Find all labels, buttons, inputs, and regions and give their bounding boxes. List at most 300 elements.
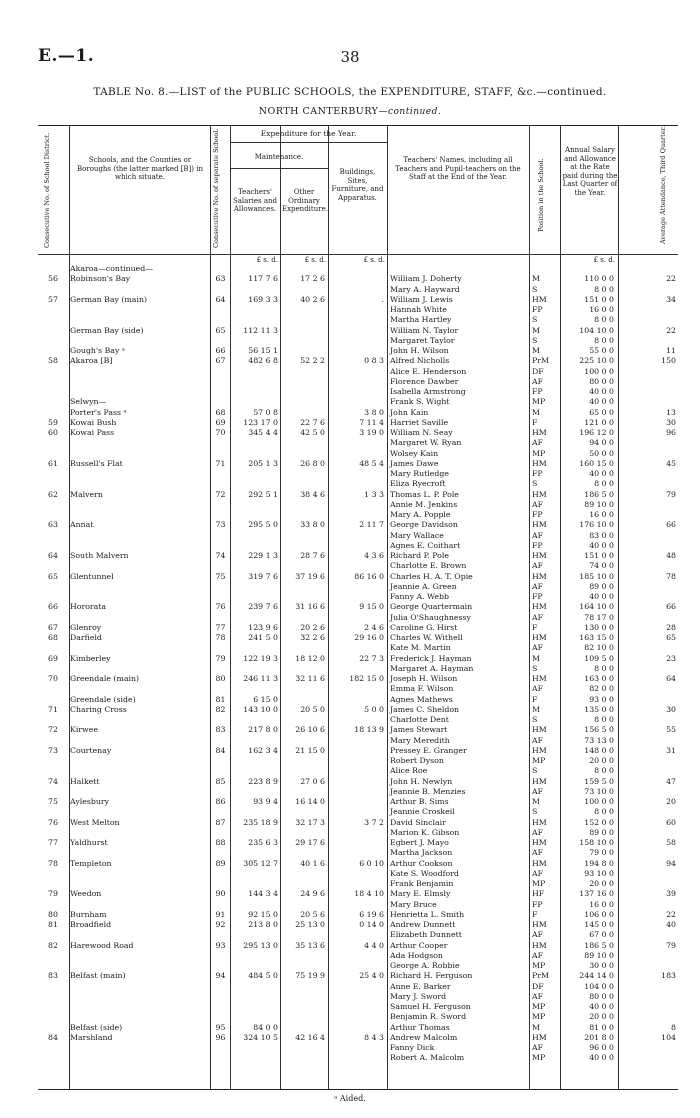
annual-salary: 8 0 0 [594,479,614,489]
table-row [38,654,678,664]
teacher-position: HM [532,428,547,437]
ordinary-amount: 28 7 6 [300,551,325,560]
teacher-name: Kate S. Woodford [390,868,459,878]
annual-salary: 8 0 0 [594,663,614,673]
buildings-amount: 22 7 3 [359,653,384,663]
teacher-name: David Sinclair [390,817,446,827]
school-number: 66 [215,346,226,355]
table-row [38,900,678,910]
teacher-name: Frederick J. Hayman [390,653,472,663]
teacher-position: FP [532,305,543,314]
teacher-position: AF [532,827,544,837]
teacher-name: Mary Bruce [390,899,437,909]
average-attendance: 40 [666,920,676,929]
school-name: Akaroa [B] [70,356,113,366]
buildings-amount: 2 4 6 [364,622,384,632]
teacher-position: S [532,807,538,817]
table-row [38,510,678,520]
teacher-position: S [532,715,538,724]
teacher-name: Anne E. Barker [390,981,451,991]
table-body [38,264,678,1064]
annual-salary: 78 17 0 [584,612,614,622]
school-name: Kimberley [70,653,111,663]
district-number: 79 [48,889,58,899]
teacher-position: HM [532,745,547,755]
annual-salary: 89 10 0 [584,950,614,960]
teacher-name: James C. Sheldon [390,704,460,714]
teacher-position: MP [532,397,546,407]
annual-salary: 151 0 0 [584,294,614,304]
ordinary-amount: 29 17 6 [295,838,325,847]
teacher-position: HM [532,725,547,735]
average-attendance: 66 [666,520,676,530]
salaries-amount: 295 13 0 [243,940,278,950]
table-row [38,500,678,510]
table-row [38,971,678,981]
annual-salary: 89 0 0 [589,581,614,591]
table-row [38,695,678,705]
school-number: 80 [215,674,226,683]
school-number: 93 [215,940,226,950]
annual-salary: 96 0 0 [589,1043,614,1052]
school-number: 83 [215,725,226,735]
teacher-name: George A. Robbie [390,961,460,970]
table-row [38,756,678,766]
buildings-amount: 4 3 6 [364,551,384,560]
school-name: Hororata [70,602,107,612]
school-number: 69 [215,417,226,427]
teacher-position: HM [532,776,547,786]
table-row [38,438,678,448]
salaries-amount: 484 5 0 [248,971,278,981]
annual-salary: 82 10 0 [584,643,614,653]
salaries-amount: 246 11 3 [243,674,278,683]
average-attendance: 20 [666,797,676,806]
average-attendance: 22 [666,325,676,335]
school-number: 95 [215,1022,226,1032]
teacher-position: HM [532,940,547,950]
ordinary-amount: 26 10 6 [295,725,325,735]
table-row [38,418,678,428]
teacher-position: AF [532,684,544,694]
salaries-amount: 6 15 0 [253,694,278,704]
district-number: 78 [48,858,58,868]
teacher-position: AF [532,581,544,591]
table-row [38,428,678,438]
annual-salary: 55 0 0 [589,346,614,355]
annual-salary: 110 0 0 [584,274,614,284]
school-name: Kowai Bush [70,417,117,427]
average-attendance: 48 [666,551,676,560]
buildings-header: Buildings, Sites, Furniture, and Apparatus. [331,168,384,202]
teacher-name: Charles H. A. T. Opie [390,571,473,581]
district-number: 74 [48,776,58,786]
average-attendance: 55 [666,725,676,735]
annual-salary: 8 0 0 [594,715,614,724]
annual-salary: 194 8 0 [584,858,614,868]
annual-salary: 104 0 0 [584,981,614,991]
teacher-name: Elizabeth Dunnett [390,930,462,940]
average-attendance: 30 [666,417,676,427]
table-row [38,787,678,797]
teacher-position: M [532,325,540,335]
teacher-name: Egbert J. Mayo [390,838,449,847]
annual-salary: 163 15 0 [579,633,614,642]
table-row [38,592,678,602]
teacher-position: HM [532,674,547,683]
annual-salary: 81 0 0 [589,1022,614,1032]
teacher-position: HM [532,920,547,929]
currency-salaries: £ s. d. [256,256,278,264]
salaries-amount: 84 0 0 [253,1022,278,1032]
teacher-name: Jeannie Croskeil [390,807,455,817]
teacher-position: F [532,909,538,919]
school-number: 86 [215,797,226,806]
school-number: 96 [215,1032,226,1042]
annual-salary: 8 0 0 [594,335,614,345]
teacher-name: Wolsey Kain [390,448,439,458]
annual-salary: 73 13 0 [584,735,614,745]
annual-header: Annual Salary and Allowance at the Rate paid during the Last Quarter of the Year. [562,146,618,197]
teacher-name: Mary A. Popple [390,510,451,519]
annual-salary: 82 0 0 [589,684,614,694]
teacher-name: Caroline G. Hirst [390,622,458,632]
school-name: Weedon [70,889,102,899]
district-number: 61 [48,458,58,468]
ordinary-header: Other Ordinary Expenditure. [282,188,328,213]
annual-salary: 160 15 0 [579,458,614,468]
ordinary-amount: 52 2 2 [300,356,325,366]
buildings-amount: 3 19 0 [359,428,384,437]
salaries-amount: 241 5 0 [248,633,278,642]
annual-salary: 8 0 0 [594,315,614,325]
annual-salary: 80 0 0 [589,991,614,1001]
table-row [38,920,678,930]
salaries-header: Teachers' Salaries and Allowances. [232,188,278,213]
district-number: 84 [48,1032,58,1042]
ordinary-amount: 26 8 0 [300,458,325,468]
salaries-amount: 235 6 3 [248,838,278,847]
school-name: Robinson's Bay [70,274,131,284]
teacher-name: Hannah White [390,305,447,314]
average-attendance: 60 [666,817,676,827]
teacher-name: Joseph H. Wilson [390,674,458,683]
salaries-amount: 123 9 6 [248,622,278,632]
annual-salary: 176 10 0 [579,520,614,530]
annual-salary: 65 0 0 [589,407,614,417]
average-attendance: 79 [666,940,676,950]
teacher-position: HM [532,633,547,642]
annual-salary: 152 0 0 [584,817,614,827]
position-header: Position in the School. [537,158,545,232]
annual-salary: 186 5 0 [584,940,614,950]
school-name: Halkett [70,776,100,786]
annual-salary: 104 10 0 [579,325,614,335]
ordinary-amount: 25 13 0 [295,920,325,929]
district-number: 76 [48,817,58,827]
table-row [38,449,678,459]
buildings-amount: 6 0 10 [359,858,384,868]
school-name: West Melton [70,817,120,827]
district-number: 68 [48,633,58,642]
school-name: Belfast (main) [70,971,126,981]
teacher-name: Harriet Saville [390,417,449,427]
table-row [38,633,678,643]
teacher-position: HM [532,838,547,847]
school-number: 65 [215,325,226,335]
annual-salary: 196 12 0 [579,428,614,437]
annual-salary: 163 0 0 [584,674,614,683]
school-name: Broadfield [70,920,112,929]
teacher-name: Mary Meredith [390,735,450,745]
teacher-position: AF [532,643,544,653]
teacher-position: HM [532,489,547,499]
table-row [38,1012,678,1022]
expenditure-header: Expenditure for the Year. [260,129,357,138]
school-name: Malvern [70,489,103,499]
table-row [38,295,678,305]
district-number: 83 [48,971,58,981]
average-attendance: 39 [666,889,676,899]
buildings-amount: 1 3 3 [364,489,384,499]
district-suffix: —continued. [378,107,442,117]
table-row [38,746,678,756]
table-row [38,479,678,489]
table-row [38,674,678,684]
teacher-name: Richard H. Ferguson [390,971,473,981]
teacher-name: Thomas L. P. Pole [390,489,459,499]
teacher-position: HM [532,1032,547,1042]
table-row [38,264,678,274]
buildings-amount: 18 4 10 [354,889,384,899]
ordinary-amount: 37 19 6 [295,571,325,581]
table-row [38,736,678,746]
salaries-amount: 345 4 4 [248,428,278,437]
teacher-position: HF [532,889,545,899]
table-row [38,274,678,284]
teacher-name: Charlotte E. Brown [390,561,467,571]
table-title: TABLE No. 8.—LIST of the PUBLIC SCHOOLS, the EXPENDITURE, STAFF, &c.—continued. [93,86,607,98]
school-number: 94 [215,971,226,981]
teacher-position: AF [532,950,544,960]
table-row [38,715,678,725]
annual-salary: 40 0 0 [589,387,614,396]
teacher-position: AF [532,848,544,858]
average-attendance: 8 [671,1022,676,1032]
ordinary-amount: 16 14 0 [295,797,325,806]
school-name: Darfield [70,633,102,642]
annual-salary: 106 0 0 [584,909,614,919]
footnote: ᵃ Aided. [334,1094,366,1103]
salaries-amount: 92 15 0 [248,909,278,919]
table-row [38,961,678,971]
teacher-name: William N. Taylor [390,325,459,335]
teacher-position: HM [532,817,547,827]
school-number: 75 [215,571,226,581]
ordinary-amount: 40 2 6 [300,294,325,304]
annual-salary: 93 0 0 [589,694,614,704]
teacher-name: Margaret A. Hayman [390,663,474,673]
teachers-header: Teachers' Names, including all Teachers and Pupil-teachers on the Staff at the End of the Year. [395,156,521,181]
teacher-name: James Stewart [390,725,448,735]
teacher-position: F [532,622,538,632]
table-row [38,520,678,530]
teacher-position: M [532,797,540,806]
annual-salary: 156 5 0 [584,725,614,735]
school-number: 78 [215,633,226,642]
teacher-name: Mary E. Elmsly [390,889,451,899]
table-row [38,602,678,612]
table-row [38,315,678,325]
teacher-position: MP [532,448,546,458]
annual-salary: 20 0 0 [589,756,614,765]
annual-salary: 244 14 0 [579,971,614,981]
teacher-name: Martha Hartley [390,315,452,325]
salaries-amount: 144 3 4 [248,889,278,899]
school-name: Charing Cross [70,704,127,714]
table-row [38,848,678,858]
average-attendance: 58 [666,838,676,847]
teacher-position: M [532,346,540,355]
teacher-position: AF [532,868,544,878]
annual-salary: 40 0 0 [589,397,614,407]
teacher-name: Julia O'Shaughnessy [390,612,471,622]
annual-salary: 40 0 0 [589,1053,614,1063]
teacher-name: Arthur B. Sims [390,797,449,806]
table-row [38,1002,678,1012]
teacher-position: MP [532,961,546,970]
teacher-name: Robert A. Malcolm [390,1053,465,1063]
annual-salary: 73 10 0 [584,786,614,796]
teacher-position: FP [532,387,543,396]
buildings-amount: 18 13 9 [354,725,384,735]
teacher-position: DF [532,366,544,376]
schools-table [38,125,678,1090]
teacher-name: William J. Lewis [390,294,453,304]
table-row [38,285,678,295]
teacher-position: F [532,417,538,427]
average-attendance: 66 [666,602,676,612]
teacher-name: William N. Seay [390,428,453,437]
annual-salary: 158 10 0 [579,838,614,847]
salaries-amount: 112 11 3 [243,325,278,335]
district-number: 75 [48,797,58,806]
teacher-name: Arthur Cookson [390,858,453,868]
annual-salary: 40 0 0 [589,469,614,478]
table-row [38,869,678,879]
annual-salary: 20 0 0 [589,879,614,888]
teacher-position: HM [532,520,547,530]
annual-salary: 100 0 0 [584,797,614,806]
annual-salary: 74 0 0 [589,561,614,571]
ordinary-amount: 27 0 6 [300,776,325,786]
district-name: NORTH CANTERBURY [258,106,379,117]
table-row [38,377,678,387]
teacher-name: Charlotte Dent [390,715,449,724]
annual-salary: 40 0 0 [589,592,614,601]
teacher-name: Benjamin R. Sword [390,1012,467,1022]
annual-salary: 93 10 0 [584,868,614,878]
table-row [38,305,678,315]
table-row [38,356,678,366]
salaries-amount: 117 7 6 [248,274,278,284]
school-number: 73 [215,520,226,530]
average-attendance: 31 [666,745,676,755]
table-row [38,725,678,735]
table-row [38,326,678,336]
salaries-amount: 295 5 0 [248,520,278,530]
annual-salary: 20 0 0 [589,1012,614,1022]
annual-salary: 100 0 0 [584,366,614,376]
ordinary-amount: 24 9 6 [300,889,325,899]
teacher-name: Robert Dyson [390,756,444,765]
ordinary-amount: 21 15 0 [295,745,325,755]
table-row [38,572,678,582]
school-name: Templeton [70,858,112,868]
buildings-amount: 29 16 0 [354,633,384,642]
teacher-position: HM [532,602,547,612]
school-number: 77 [215,622,226,632]
maintenance-header: Maintenance. [254,153,304,161]
teacher-position: M [532,1022,540,1032]
salaries-amount: 305 12 7 [243,858,278,868]
annual-salary: 16 0 0 [589,899,614,909]
teacher-name: George Quartermain [390,602,473,612]
school-name: Selwyn— [70,397,107,407]
teacher-name: Frank S. Wight [390,397,450,407]
teacher-position: S [532,315,538,325]
table-row [38,664,678,674]
school-name: Greendale (main) [70,674,140,683]
salaries-amount: 235 18 9 [243,817,278,827]
teacher-position: AF [532,530,544,540]
table-row [38,1053,678,1063]
table-row [38,490,678,500]
district-number: 81 [48,920,58,929]
teacher-position: AF [532,561,544,571]
teacher-name: Mary A. Hayward [390,284,460,294]
buildings-amount: 86 16 0 [354,571,384,581]
average-attendance: 47 [666,776,676,786]
ordinary-amount: 22 7 6 [300,417,325,427]
teacher-position: MP [532,1002,546,1011]
annual-salary: 16 0 0 [589,305,614,314]
teacher-name: James Dawe [390,458,439,468]
average-attendance: 79 [666,489,676,499]
table-row [38,531,678,541]
annual-salary: 185 10 0 [579,571,614,581]
district-number: 69 [48,653,58,663]
teacher-position: HM [532,858,547,868]
teacher-name: Andrew Dunnett [390,920,456,929]
series-code: E.—1. [38,46,95,66]
currency-ordinary: £ s. d. [304,256,326,264]
teacher-position: S [532,335,538,345]
teacher-name: Arthur Cooper [390,940,448,950]
salaries-amount: 324 10 5 [243,1032,278,1042]
ordinary-amount: 20 5 0 [300,704,325,714]
district-number: 72 [48,725,58,735]
table-row [38,582,678,592]
teacher-position: AF [532,786,544,796]
buildings-amount: 7 11 4 [359,417,384,427]
teacher-position: AF [532,499,544,509]
ordinary-amount: 42 5 0 [300,428,325,437]
school-number: 87 [215,817,226,827]
annual-salary: 151 0 0 [584,551,614,560]
ordinary-amount: 40 1 6 [300,858,325,868]
district-number: 67 [48,622,58,632]
